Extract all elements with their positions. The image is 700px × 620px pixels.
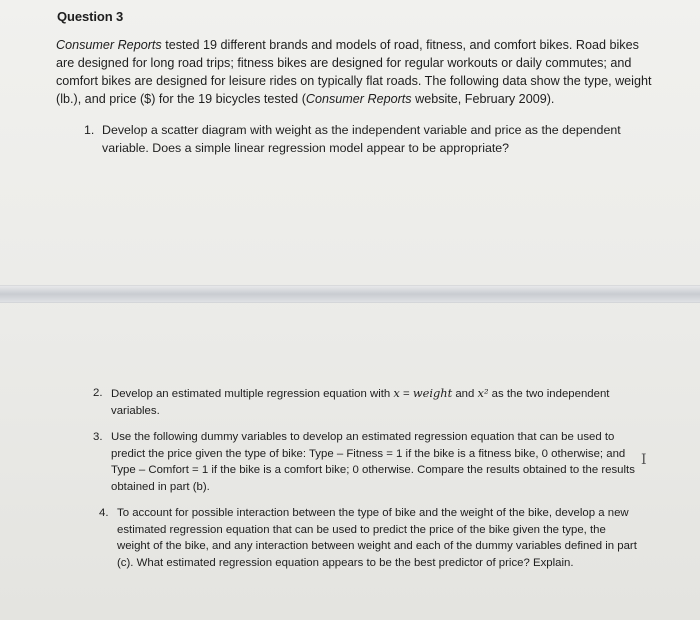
math-x-squared: x²: [477, 386, 489, 400]
citation-source: Consumer Reports: [305, 92, 412, 106]
part-4: [99, 505, 637, 571]
intro-body: tested 19 different brands and models of road, fitness, and comfort bikes. Road bikes are designed for long road trips; fitness bikes are designed for regular workouts or daily commutes; and comfort bikes are designed for leisure rides on typically flat roads. The following data show the type, weight (lb.), and price ($) for the 19 bicycles tested (: [56, 38, 652, 106]
part-text-segment: and: [452, 388, 478, 400]
part-text: To account for possible interaction between the type of bike and the weight of the bike, develop a new estimated regression equation that can be used to predict the price of the bike given the type, the weight of the bike, and any interaction between weight and each of the dummy variables defined in part (c). What estimated regression equation appears to be the best predictor of price? Explain.: [117, 507, 637, 569]
part-text-segment: Develop an estimated multiple regression equation with: [111, 388, 394, 400]
part-text: Develop a scatter diagram with weight as the independent variable and price as the dependent variable. Does a simple linear regression model appear to be appropriate?: [102, 123, 621, 155]
part-text-segment: =: [399, 388, 413, 400]
question-title: Question 3: [57, 9, 124, 24]
part-number: 2.: [93, 387, 103, 399]
part-2: [93, 385, 643, 419]
part-number: 4.: [99, 507, 109, 519]
text-cursor-icon: I: [641, 452, 647, 468]
math-x: x: [393, 386, 400, 400]
question-intro: [56, 36, 656, 108]
math-weight: weight: [412, 386, 453, 400]
part-text: Use the following dummy variables to develop an estimated regression equation that can be used to predict the price given the type of bike: Type – Fitness = 1 if the bike is a fitness bike, 0 otherwise; and Type – Comfort = 1 if the bike is a comfort bike; 0 otherwise. Compare the results obtained to the results obtained in part (b).: [111, 431, 635, 493]
part-3: [93, 429, 641, 495]
intro-tail: website, February 2009).: [411, 92, 555, 106]
part-number: 1.: [84, 123, 95, 137]
source-name: Consumer Reports: [56, 38, 162, 52]
page-divider-band: [0, 285, 700, 303]
part-text: [111, 385, 643, 419]
part-1: [84, 121, 659, 157]
part-text-segment: as the two independent variables.: [111, 388, 610, 417]
part-number: 3.: [93, 431, 103, 443]
